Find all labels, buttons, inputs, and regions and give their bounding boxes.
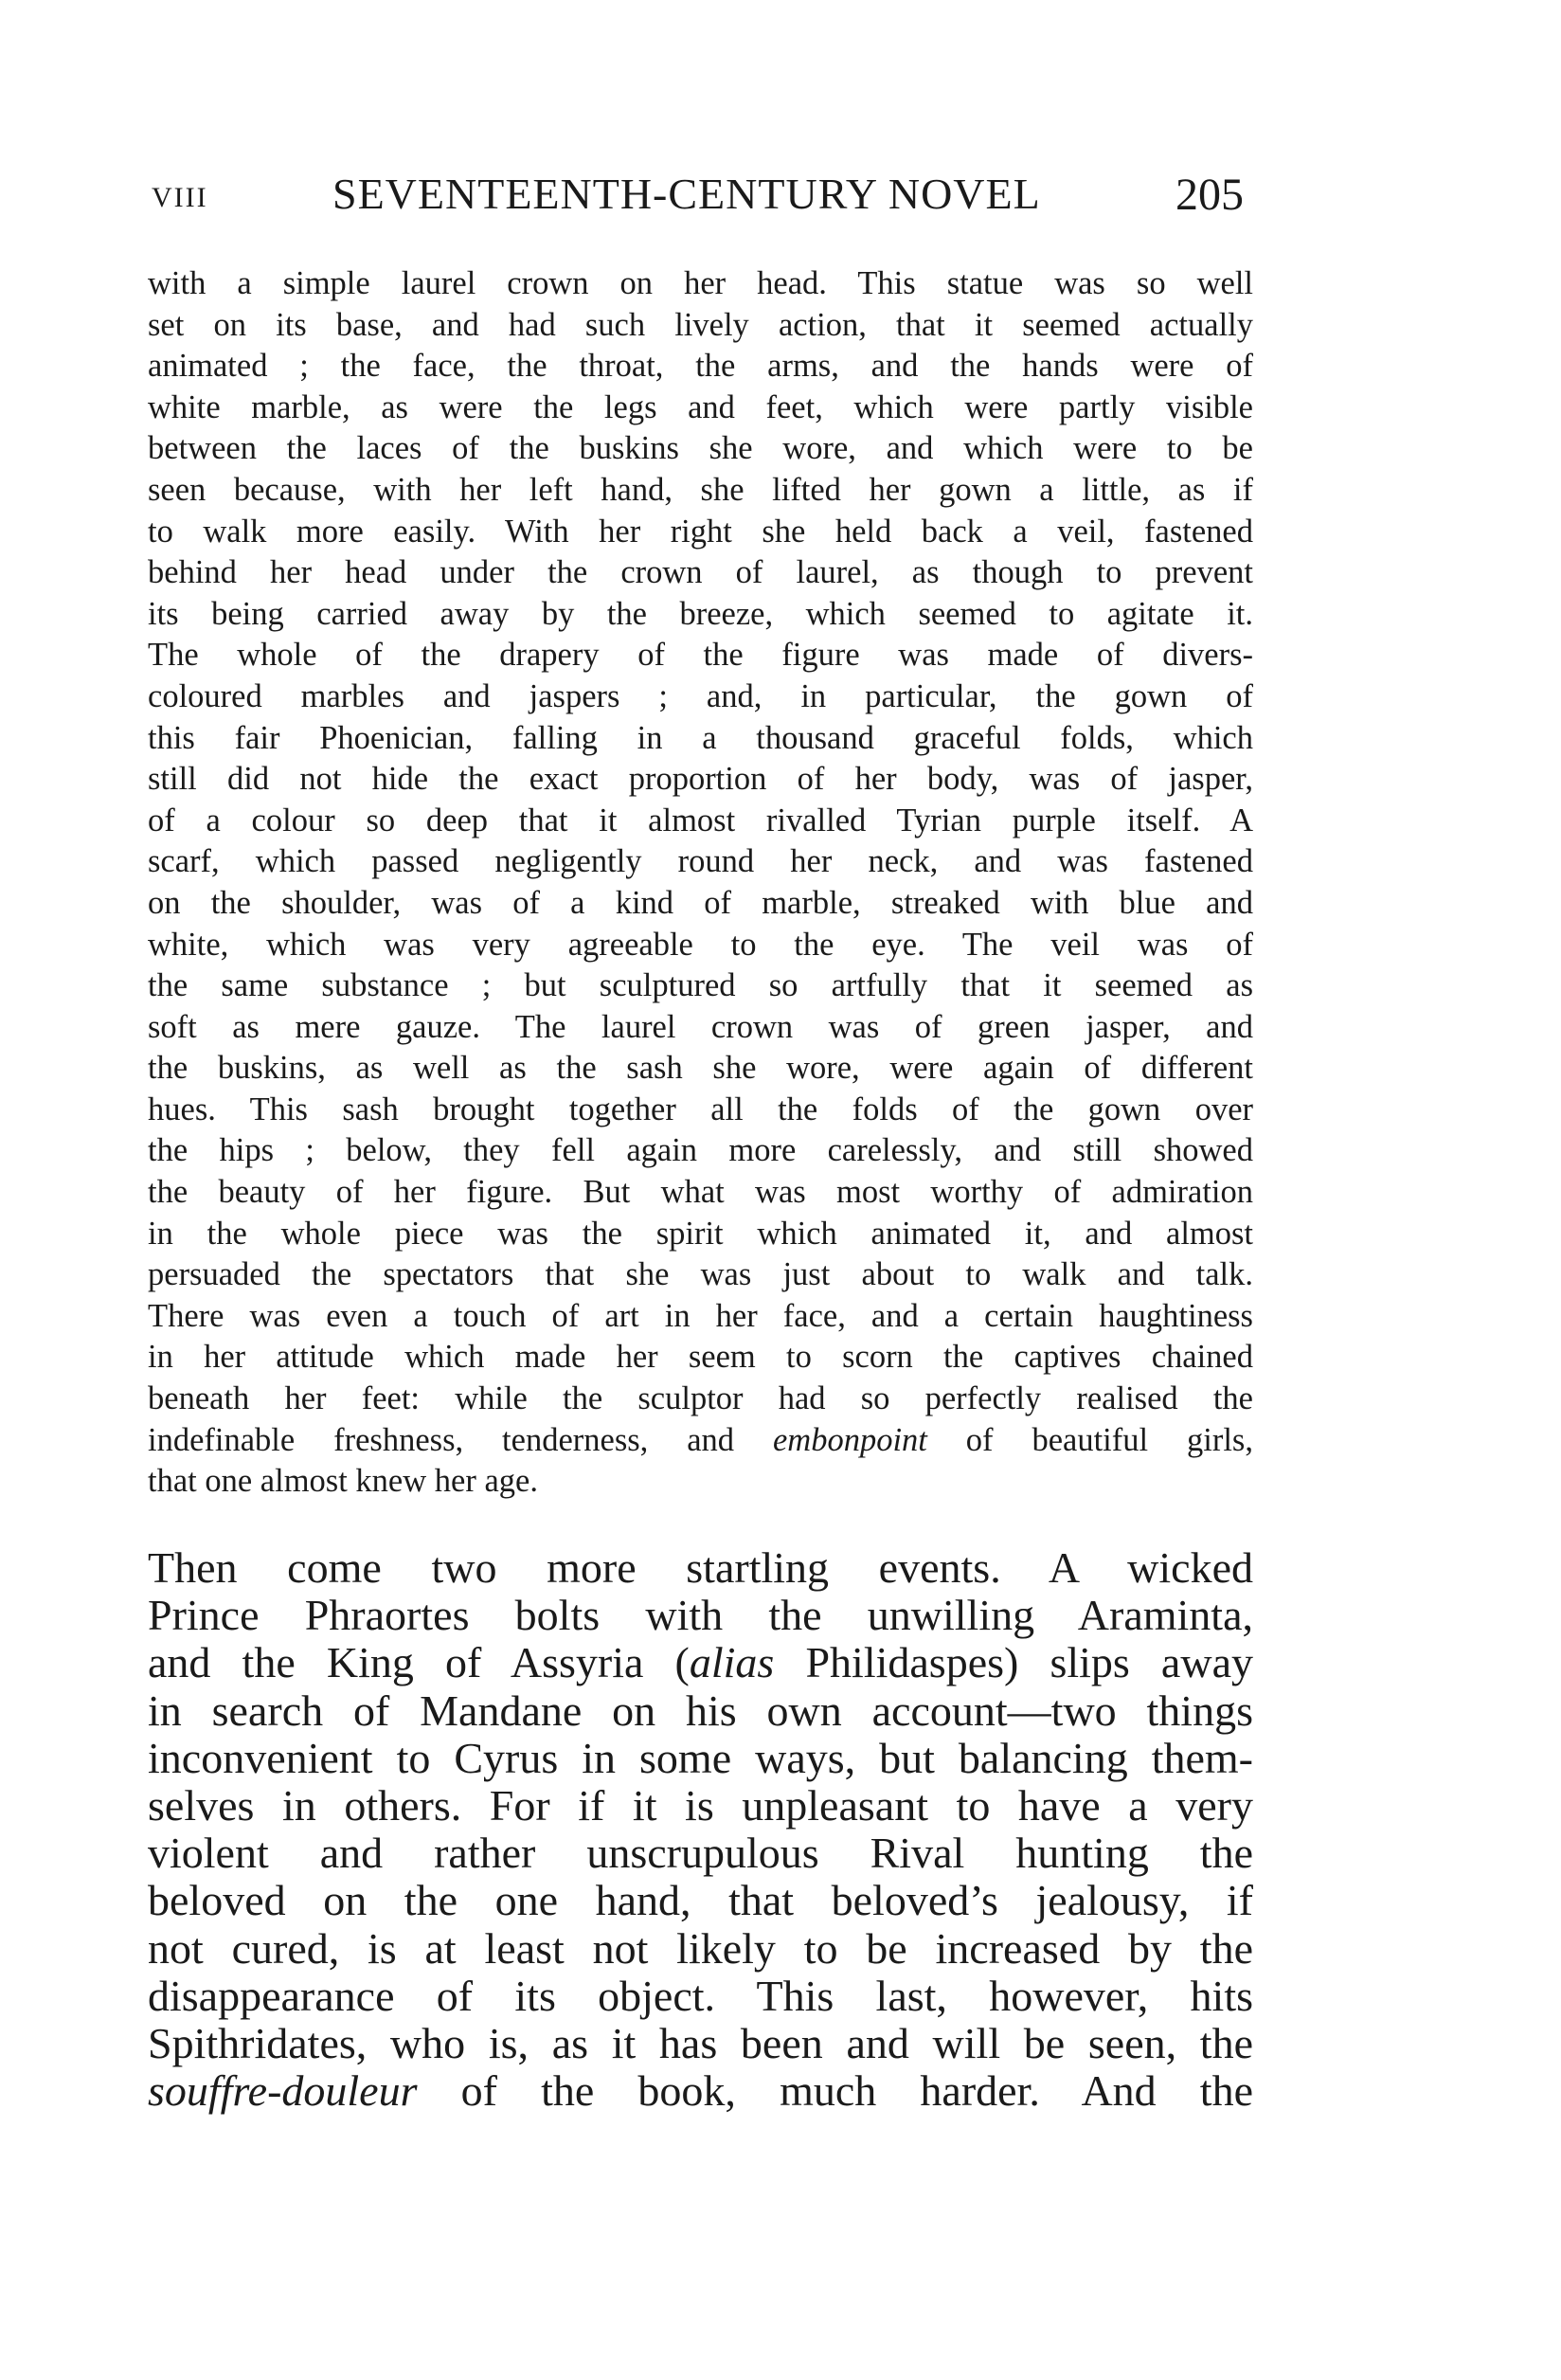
text-span: disappearance of its object. This last, however, hits xyxy=(148,1971,1253,2020)
running-header xyxy=(148,169,1253,225)
text-line xyxy=(148,305,1253,347)
text-span: scarf, which passed negligently round her neck, and was fastened xyxy=(148,843,1253,880)
text-line xyxy=(148,2067,1253,2115)
text-span: the same substance ; but sculptured so artfully that it seemed as xyxy=(148,967,1253,1004)
text-line xyxy=(148,1296,1253,1338)
text-span: of beautiful girls, xyxy=(926,1421,1253,1458)
text-span: its being carried away by the breeze, which seemed to agitate it. xyxy=(148,595,1253,632)
text-line xyxy=(148,1379,1253,1420)
text-line xyxy=(148,428,1253,470)
text-line xyxy=(148,1925,1253,1973)
text-span: white marble, as were the legs and feet, which were partly visible xyxy=(148,388,1253,425)
text-span: the hips ; below, they fell again more carelessly, and still showed xyxy=(148,1132,1253,1169)
text-line xyxy=(148,388,1253,429)
text-span: in the whole piece was the spirit which animated it, and almost xyxy=(148,1215,1253,1252)
text-span: beneath her feet: while the sculptor had so perfectly realised the xyxy=(148,1380,1253,1417)
body-paragraph xyxy=(148,1544,1253,2115)
text-line xyxy=(148,1048,1253,1090)
text-span: to walk more easily. With her right she held back a veil, fastened xyxy=(148,513,1253,550)
text-line xyxy=(148,1830,1253,1877)
text-line xyxy=(148,1337,1253,1379)
text-line xyxy=(148,1461,1253,1503)
text-span: behind her head under the crown of laurel, as though to prevent xyxy=(148,554,1253,591)
text-line xyxy=(148,1544,1253,1592)
text-span: the buskins, as well as the sash she wore, were again of different xyxy=(148,1050,1253,1087)
text-span: set on its base, and had such lively action, that it seemed actually xyxy=(148,306,1253,343)
text-span: seen because, with her left hand, she lifted her gown a little, as if xyxy=(148,471,1253,508)
text-span: coloured marbles and jaspers ; and, in particular, the gown of xyxy=(148,677,1253,714)
text-span: selves in others. For if it is unpleasant to have a very xyxy=(148,1780,1253,1830)
text-line xyxy=(148,718,1253,760)
text-span: and the King of Assyria ( xyxy=(148,1638,690,1687)
text-span: that one almost knew her age. xyxy=(148,1463,538,1500)
text-line xyxy=(148,883,1253,925)
text-span: The whole of the drapery of the figure was made of divers- xyxy=(148,637,1253,674)
text-line xyxy=(148,1782,1253,1830)
text-span: Then come two more startling events. A wicked xyxy=(148,1543,1253,1592)
running-title: SEVENTEENTH-CENTURY NOVEL xyxy=(332,170,1041,218)
chapter-number: VIII xyxy=(152,182,208,213)
text-span: beloved on the one hand, that beloved’s jealousy, if xyxy=(148,1876,1253,1925)
text-line xyxy=(148,759,1253,801)
text-span: There was even a touch of art in her face, and a certain haughtiness xyxy=(148,1297,1253,1334)
text-line xyxy=(148,1877,1253,1924)
text-line xyxy=(148,1735,1253,1782)
text-span: of a colour so deep that it almost rivalled Tyrian purple itself. A xyxy=(148,802,1253,838)
text-span: persuaded the spectators that she was just about to walk and talk. xyxy=(148,1256,1253,1293)
text-line xyxy=(148,801,1253,842)
text-span: between the laces of the buskins she wore, and which were to be xyxy=(148,430,1253,467)
text-span: Spithridates, who is, as it has been and will be seen, the xyxy=(148,2018,1253,2067)
text-span: not cured, is at least not likely to be increased by the xyxy=(148,1923,1253,1973)
text-span: inconvenient to Cyrus in some ways, but balancing them- xyxy=(148,1733,1253,1782)
text-line xyxy=(148,2020,1253,2067)
text-line xyxy=(148,1973,1253,2020)
text-span: on the shoulder, was of a kind of marble, streaked with blue and xyxy=(148,884,1253,921)
text-line xyxy=(148,594,1253,636)
text-line xyxy=(148,635,1253,676)
text-line xyxy=(148,1687,1253,1735)
italic-text: alias xyxy=(689,1638,775,1687)
text-line xyxy=(148,965,1253,1007)
text-span: indefinable freshness, tenderness, and xyxy=(148,1421,773,1458)
text-span: in search of Mandane on his own account—two things xyxy=(148,1686,1253,1735)
text-span: Prince Phraortes bolts with the unwilling Araminta, xyxy=(148,1591,1253,1640)
text-span: soft as mere gauze. The laurel crown was of green jasper, and xyxy=(148,1008,1253,1045)
italic-text: embonpoint xyxy=(772,1421,927,1458)
text-line xyxy=(148,1254,1253,1296)
text-line xyxy=(148,512,1253,553)
text-span: white, which was very agreeable to the eye. The veil was of xyxy=(148,926,1253,963)
text-line xyxy=(148,1592,1253,1639)
text-span: animated ; the face, the throat, the arms, and the hands were of xyxy=(148,348,1253,385)
text-line xyxy=(148,1420,1253,1462)
block-quotation xyxy=(148,263,1253,1503)
text-line xyxy=(148,1090,1253,1131)
text-line xyxy=(148,676,1253,718)
text-span: of the book, much harder. And the xyxy=(417,2066,1253,2116)
text-line xyxy=(148,1172,1253,1214)
text-line xyxy=(148,1214,1253,1255)
text-span: violent and rather unscrupulous Rival hunting the xyxy=(148,1829,1253,1878)
text-line xyxy=(148,925,1253,966)
text-line xyxy=(148,841,1253,883)
italic-text: souffre-douleur xyxy=(148,2066,418,2116)
text-span: still did not hide the exact proportion of her body, was of jasper, xyxy=(148,761,1253,798)
text-line xyxy=(148,470,1253,512)
text-span: the beauty of her figure. But what was most worthy of admiration xyxy=(148,1174,1253,1211)
text-line xyxy=(148,1639,1253,1686)
text-span: hues. This sash brought together all the folds of the gown over xyxy=(148,1091,1253,1127)
text-span: with a simple laurel crown on her head. This statue was so well xyxy=(148,265,1253,301)
text-line xyxy=(148,263,1253,305)
text-line xyxy=(148,346,1253,388)
text-line xyxy=(148,1130,1253,1172)
text-line xyxy=(148,1007,1253,1049)
text-line xyxy=(148,552,1253,594)
page-number: 205 xyxy=(1175,170,1244,220)
text-span: this fair Phoenician, falling in a thousand graceful folds, which xyxy=(148,719,1253,756)
text-span: Philidaspes) slips away xyxy=(774,1638,1253,1687)
text-span: in her attitude which made her seem to scorn the captives chained xyxy=(148,1339,1253,1376)
